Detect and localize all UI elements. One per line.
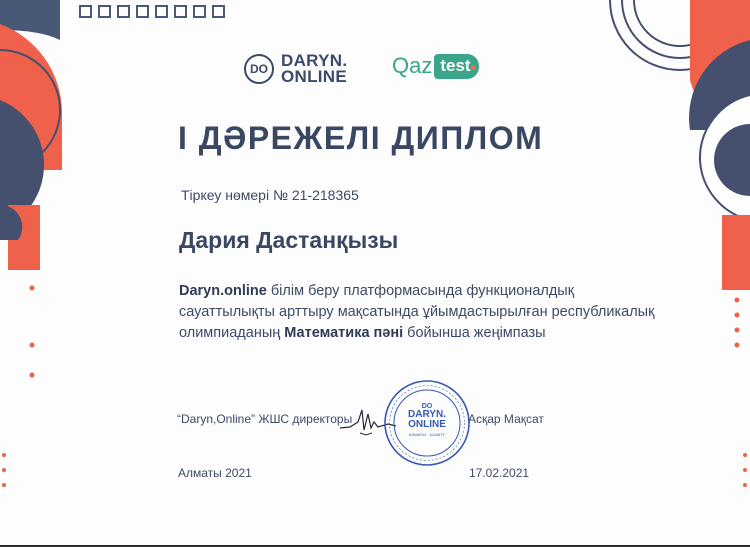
subject-name: Математика пәні: [284, 325, 404, 341]
qaztest-logo-badge: [434, 54, 478, 79]
stamp-text: [382, 378, 472, 468]
issue-date: 17.02.2021: [469, 466, 530, 480]
stamp-name: DARYN. ONLINE: [408, 409, 446, 430]
daryn-logo-mark: DO: [244, 54, 274, 84]
stamp-mark: DO: [421, 403, 433, 410]
qaztest-logo-prefix: Qaz: [392, 53, 433, 78]
platform-name: Daryn.online: [179, 283, 267, 299]
director-name: Асқар Мақсат: [468, 412, 544, 426]
city-year: Алматы 2021: [178, 466, 252, 480]
diploma-description: [179, 281, 659, 344]
qaztest-logo-suffix: test: [440, 55, 471, 75]
official-stamp: [382, 378, 472, 468]
registration-number: Тіркеу нөмері № 21-218365: [181, 187, 359, 203]
description-part-1: білім беру платформасында функционалдық сауаттылықты арттыру мақсатында ұйымдастырылған республикалық олимпиаданың: [179, 283, 655, 341]
director-label: “Daryn,Online” ЖШС директоры: [177, 412, 353, 426]
qaztest-dot-icon: [471, 65, 476, 70]
recipient-name: Дария Дастанқызы: [179, 227, 399, 253]
daryn-logo-text: DARYN. ONLINE: [281, 51, 348, 86]
left-ornament: [0, 0, 62, 487]
description-part-2: бойынша жеңімпазы: [403, 325, 546, 341]
top-square-pattern: [80, 6, 224, 17]
stamp-small-text: АЛМАТЫ · ALMATY: [408, 432, 446, 437]
diploma-title: I ДӘРЕЖЕЛІ ДИПЛОМ: [178, 120, 544, 156]
right-ornament: [610, 0, 750, 487]
qaztest-logo: [392, 51, 479, 81]
daryn-online-logo: [244, 51, 347, 87]
